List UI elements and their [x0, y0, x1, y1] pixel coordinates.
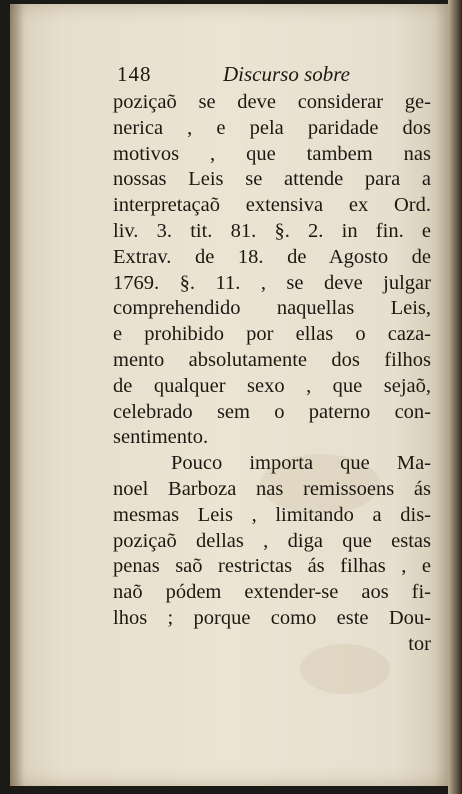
text-line: poziçaõ se deve considerar ge- [113, 91, 431, 113]
page-header [113, 62, 431, 90]
text-line: poziçaõ dellas , diga que estas [113, 529, 431, 552]
catchword: tor [408, 632, 431, 655]
text-line: interpretaçaõ extensiva ex Ord. [113, 194, 431, 217]
book-edge [448, 0, 462, 794]
text-line: nossas Leis se attende para a [113, 168, 431, 191]
text-line: 1769. §. 11. , se deve julgar [113, 271, 431, 294]
text-line: celebrado sem o paterno con- [113, 400, 431, 423]
page-number: 148 [117, 62, 152, 86]
text-line: motivos , que tambem nas [113, 142, 431, 165]
text-line: noel Barboza nas remissoens ás [113, 477, 431, 500]
text-line: nerica , e pela paridade dos [113, 116, 431, 139]
text-line: lhos ; porque como este Dou- [113, 606, 431, 629]
text-line: mento absolutamente dos filhos [113, 348, 431, 371]
paragraph-2 [113, 451, 431, 632]
text-line: liv. 3. tit. 81. §. 2. in fin. e [113, 219, 431, 242]
running-head: Discurso sobre [223, 62, 350, 86]
page-gutter-shadow [10, 4, 24, 786]
text-line: mesmas Leis , limitando a dis- [113, 503, 431, 526]
paragraph-1 [113, 90, 431, 451]
text-line: Extrav. de 18. de Agosto de [113, 245, 431, 268]
text-line: e prohibido por ellas o caza- [113, 323, 431, 346]
text-line: naõ pódem extender-se aos fi- [113, 581, 431, 604]
text-line: Pouco importa que Ma- [171, 452, 431, 475]
text-line: de qualquer sexo , que sejaõ, [113, 374, 431, 397]
text-line: sentimento. [113, 426, 209, 449]
text-line: comprehendido naquellas Leis, [113, 297, 431, 320]
page-text-block [113, 62, 431, 658]
text-line: penas saõ restrictas ás filhas , e [113, 555, 431, 578]
